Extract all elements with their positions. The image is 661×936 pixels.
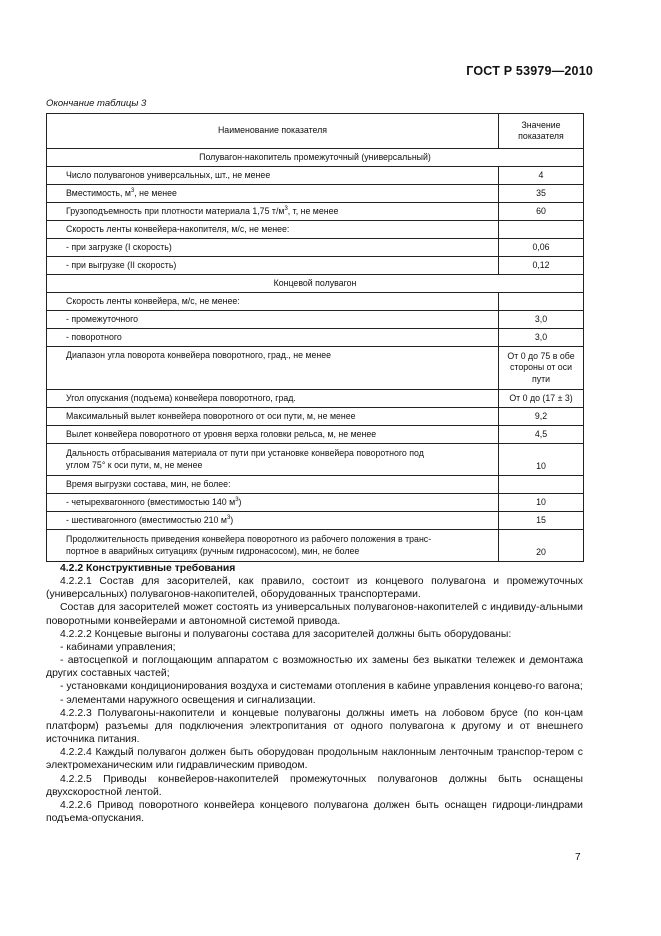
row-name: Дальность отбрасывания материала от пути при установке конвейера поворотного под углом 75° к оси пути, м, не менее — [47, 444, 499, 476]
row-value — [499, 221, 584, 239]
paragraph: 4.2.2.3 Полувагоны-накопители и концевые полувагоны должны иметь на лобовом брусе (по кон-цам платформ) разъемы для подключения электропитания от одного полувагона к другому и от внешнего источника питания. — [46, 707, 583, 746]
row-value: 9,2 — [499, 408, 584, 426]
table-row — [47, 239, 584, 257]
row-value: 35 — [499, 185, 584, 203]
row-value: 20 — [499, 530, 584, 562]
row-value: 10 — [499, 494, 584, 512]
col-header-name: Наименование показателя — [47, 114, 499, 149]
row-name: - при выгрузке (II скорость) — [47, 257, 499, 275]
list-item: - элементами наружного освещения и сигнализации. — [60, 694, 316, 706]
row-name: Диапазон угла поворота конвейера поворотного, град., не менее — [47, 347, 499, 390]
paragraph: 4.2.2.1 Состав для засорителей, как правило, состоит из концевого полувагона и промежуточных (универсальных) полувагонов-накопителей, оборудованных транспортерами. — [46, 576, 583, 601]
row-name: - четырехвагонного (вместимостью 140 $м^3$) — [47, 494, 499, 512]
row-value: 4,5 — [499, 426, 584, 444]
row-name: - поворотного — [47, 329, 499, 347]
col-header-value: Значение показателя — [499, 114, 584, 149]
table-row — [47, 221, 584, 239]
row-name: Скорость ленты конвейера-накопителя, м/с, не менее: — [47, 221, 499, 239]
row-value: 0,12 — [499, 257, 584, 275]
table-row — [47, 311, 584, 329]
page-number: 7 — [575, 852, 581, 863]
section-row — [47, 149, 584, 167]
row-value: 0,06 — [499, 239, 584, 257]
row-value: От 0 до (17 ± 3) — [499, 390, 584, 408]
table-row — [47, 530, 584, 562]
table-row — [47, 293, 584, 311]
row-value: 3,0 — [499, 329, 584, 347]
standard-id-header: ГОСТ Р 53979—2010 — [466, 64, 593, 78]
table-row — [47, 476, 584, 494]
row-name: Угол опускания (подъема) конвейера поворотного, град. — [47, 390, 499, 408]
row-name: Продолжительность приведения конвейера поворотного из рабочего положения в транс- портное в аварийных ситуациях (ручным гидронасосом), мин, не более — [47, 530, 499, 562]
table-row — [47, 329, 584, 347]
row-value: 60 — [499, 203, 584, 221]
row-name: Грузоподъемность при плотности материала 1,75 $т/м^3$, т, не менее — [47, 203, 499, 221]
row-name: Вылет конвейера поворотного от уровня верха головки рельса, м, не менее — [47, 426, 499, 444]
row-value: 10 — [499, 444, 584, 476]
table-row — [47, 257, 584, 275]
table-header-row — [47, 114, 584, 149]
row-name: - шестивагонного (вместимостью 210 $м^3$) — [47, 512, 499, 530]
parameters-table — [46, 113, 584, 562]
table-caption: Окончание таблицы 3 — [46, 98, 147, 109]
list-item: - автосцепкой и поглощающим аппаратом с возможностью их замены без выкатки тележек и демонтажа других составных частей; — [46, 655, 583, 680]
table-row — [47, 444, 584, 476]
section-title: Концевой полувагон — [47, 275, 584, 293]
paragraph: 4.2.2.5 Приводы конвейеров-накопителей промежуточных полувагонов должны быть оснащены двухскоростной лентой. — [46, 773, 583, 798]
table-row — [47, 494, 584, 512]
row-value: 3,0 — [499, 311, 584, 329]
table-row — [47, 426, 584, 444]
row-name: Время выгрузки состава, мин, не более: — [47, 476, 499, 494]
table-row — [47, 347, 584, 390]
section-row — [47, 275, 584, 293]
table-row — [47, 390, 584, 408]
table-row — [47, 203, 584, 221]
table-row — [47, 185, 584, 203]
row-name: - при загрузке (I скорость) — [47, 239, 499, 257]
row-name: - промежуточного — [47, 311, 499, 329]
row-value — [499, 293, 584, 311]
list-item: - кабинами управления; — [60, 641, 176, 653]
body-text — [46, 562, 583, 825]
paragraph: 4.2.2.4 Каждый полувагон должен быть оборудован продольным наклонным ленточным транспор-тером с электромеханическим или гидравлическим приводом. — [46, 747, 583, 772]
row-value — [499, 476, 584, 494]
row-name: Вместимость, $м^3$, не менее — [47, 185, 499, 203]
section-title: Полувагон-накопитель промежуточный (универсальный) — [47, 149, 584, 167]
paragraph: 4.2.2.2 Концевые выгоны и полувагоны состава для засорителей должны быть оборудованы: — [60, 628, 512, 640]
row-name: Скорость ленты конвейера, м/с, не менее: — [47, 293, 499, 311]
table-row — [47, 408, 584, 426]
paragraph: Состав для засорителей может состоять из универсальных полувагонов-накопителей с индивиду-альными поворотными конвейерами и автономной системой привода. — [46, 602, 583, 627]
row-value: От 0 до 75 в обе стороны от оси пути — [499, 347, 584, 390]
row-value: 15 — [499, 512, 584, 530]
row-name: Число полувагонов универсальных, шт., не менее — [47, 167, 499, 185]
table-row — [47, 167, 584, 185]
paragraph: 4.2.2.6 Привод поворотного конвейера концевого полувагона должен быть оснащен гидроци-линдрами подъема-опускания. — [46, 799, 583, 824]
list-item: - установками кондиционирования воздуха и системами отопления в кабине управления концево-го вагона; — [60, 681, 583, 693]
row-value: 4 — [499, 167, 584, 185]
row-name: Максимальный вылет конвейера поворотного от оси пути, м, не менее — [47, 408, 499, 426]
table-row — [47, 512, 584, 530]
section-heading: 4.2.2 Конструктивные требования — [60, 563, 236, 574]
